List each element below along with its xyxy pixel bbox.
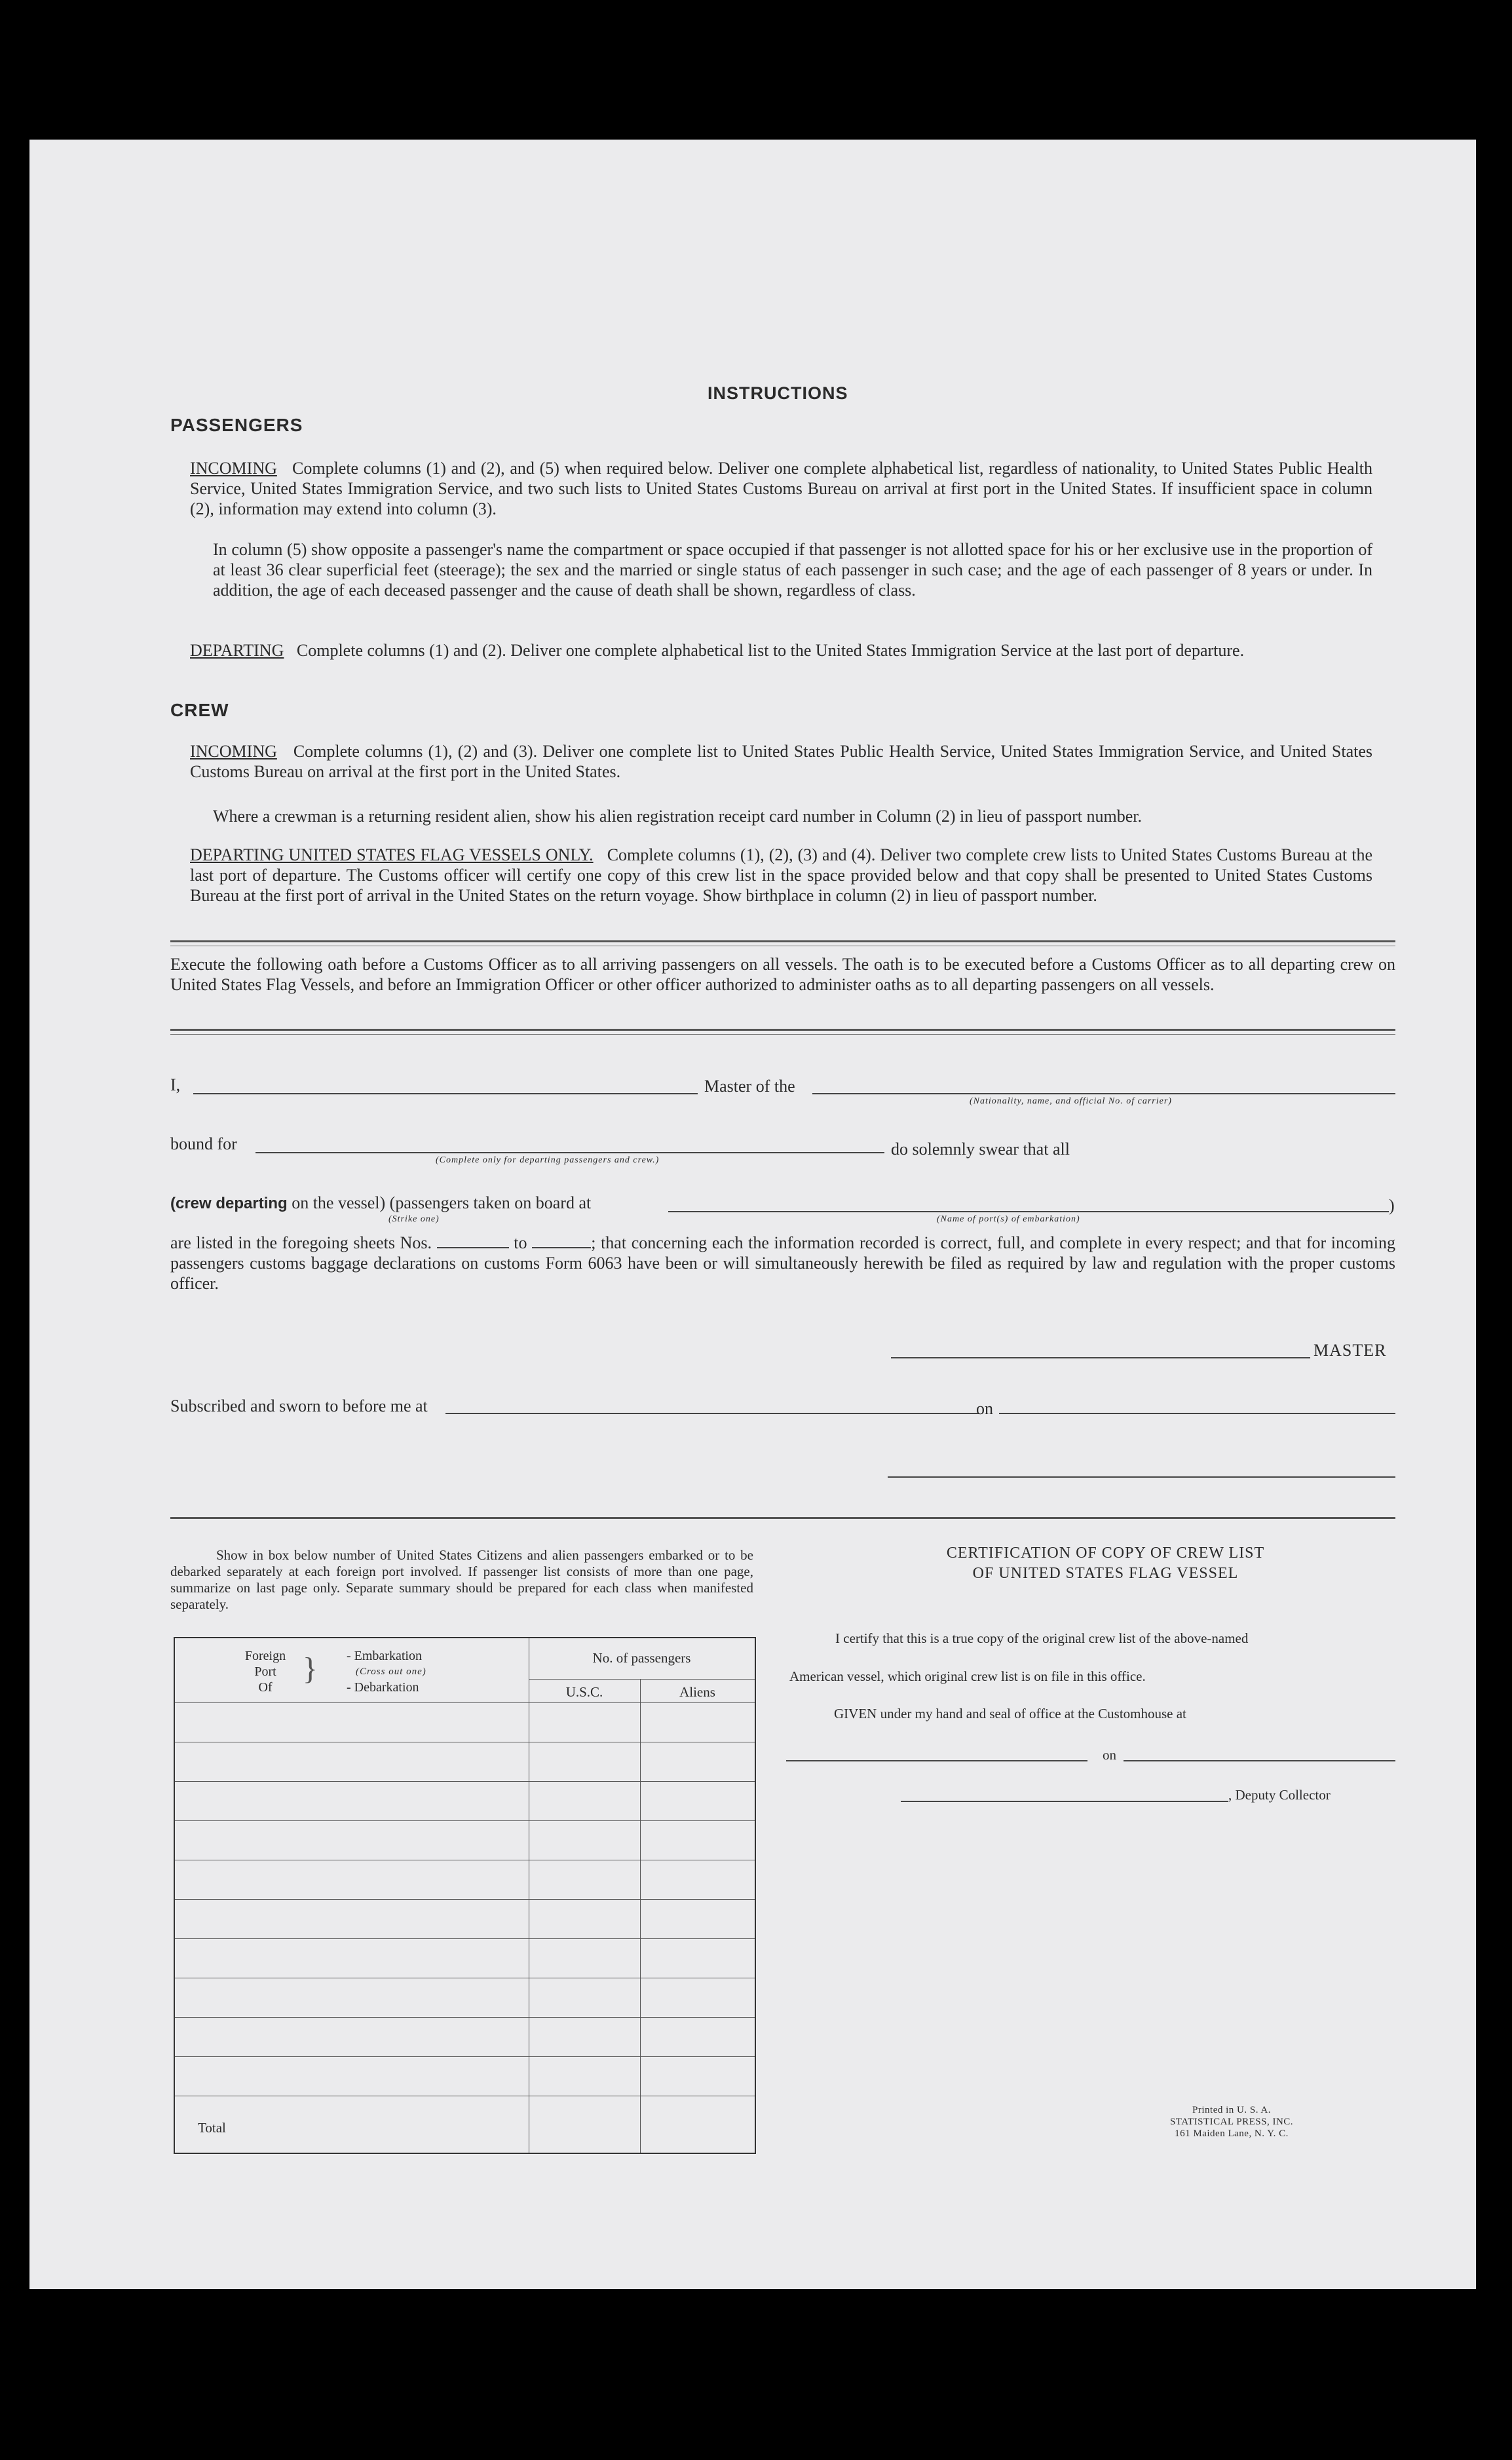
passengers-incoming-paragraph [190, 458, 1372, 519]
cross-out-text: (Cross out one) [356, 1666, 426, 1677]
crew-crewman-paragraph: Where a crewman is a returning resident alien, show his alien registration receipt card number in Column (2) in lieu of passport number. [213, 807, 1143, 826]
deputy-label: , Deputy Collector [1228, 1787, 1331, 1803]
embarkation-text: - Embarkation [347, 1649, 422, 1663]
embarkation-options [347, 1648, 426, 1695]
passengers-heading: PASSENGERS [170, 415, 303, 435]
to-word: to [514, 1233, 527, 1252]
bound-for-line[interactable] [255, 1152, 884, 1153]
divider [170, 1034, 1395, 1035]
no-passengers-header: No. of passengers [592, 1650, 691, 1666]
certification-title-line2: OF UNITED STATES FLAG VESSEL [972, 1565, 1239, 1582]
certification-title [816, 1543, 1395, 1584]
table-row[interactable] [175, 1820, 755, 1821]
sheet-to-line[interactable] [532, 1234, 591, 1248]
master-of-label: Master of the [704, 1077, 795, 1096]
sworn-place-line[interactable] [445, 1413, 979, 1414]
divider [170, 1029, 1395, 1031]
passengers-incoming-text: Complete columns (1) and (2), and (5) when required below. Deliver one complete alphabetical list, regardless of nationality, to United States Public Health Service, United States Immigration Service, and two such lists to United States Customs Bureau on arrival at first port in the United States. If insufficient space in column (2), information may extend into column (3). [190, 459, 1373, 518]
passenger-summary-table [174, 1637, 756, 2154]
crew-heading: CREW [170, 700, 229, 720]
close-paren: ) [1389, 1196, 1395, 1215]
port-text: Port [254, 1664, 276, 1679]
listed-suffix: ; that concerning each the information recorded is correct, full, and complete in every respect; and that for incoming passengers customs baggage declarations on customs Form 6063 have been or will simultaneously herewith be filed as required by law and regulation with the proper customs officer. [170, 1233, 1395, 1293]
passengers-departing-text: Complete columns (1) and (2). Deliver one complete alphabetical list to the United States Immigration Service at the last port of departure. [296, 641, 1245, 660]
passengers-departing-paragraph [190, 640, 1372, 661]
table-header-divider [529, 1679, 755, 1680]
bound-for-caption: (Complete only for departing passengers and crew.) [436, 1155, 660, 1165]
table-column-divider [640, 1679, 641, 2153]
embarkation-port-line[interactable] [668, 1211, 1389, 1212]
carrier-line[interactable] [812, 1093, 1395, 1094]
passengers-column5-paragraph: In column (5) show opposite a passenger's name the compartment or space occupied if that passenger is not allotted space for his or her exclusive use in the proportion of at least 36 clear superficial feet (steerage); the sex and the married or single status of each passenger in such case; and the age of each passenger of 8 years or under. In addition, the age of each deceased passenger and the cause of death shall be shown, regardless of class. [213, 540, 1372, 600]
divider [170, 1517, 1395, 1519]
crew-departing-text: Complete columns (1), (2), (3) and (4). Deliver two complete crew lists to United States Customs Bureau at the last port of departure. The Customs officer will certify one copy of this crew list in the space provided below and that copy shall be presented to United States Customs Bureau at the first port of arrival in the United States on the return voyage. Show birthplace in column (2) in lieu of passport number. [190, 845, 1373, 905]
printer-line2: STATISTICAL PRESS, INC. [1169, 2117, 1294, 2127]
passengers-incoming-label: INCOMING [190, 459, 277, 478]
crew-incoming-text: Complete columns (1), (2) and (3). Deliver one complete list to United States Public Health Service, United States Immigration Service, and United States Customs Bureau on arrival at the first port in the United States. [190, 742, 1372, 781]
master-name-line[interactable] [193, 1093, 698, 1094]
brace-icon: } [303, 1651, 318, 1686]
certification-on-label: on [1103, 1747, 1116, 1763]
given-text: GIVEN under my hand and seal of office at the Customhouse at [834, 1706, 1186, 1721]
sworn-date-line[interactable] [999, 1413, 1395, 1414]
table-row[interactable] [175, 2056, 755, 2057]
deputy-signature-line[interactable] [901, 1801, 1228, 1802]
sheet-from-line[interactable] [437, 1234, 509, 1248]
foreign-port-of-label [233, 1648, 298, 1695]
crew-departing-option[interactable] [170, 1193, 591, 1213]
swear-text: do solemnly swear that all [891, 1140, 1070, 1159]
crew-incoming-paragraph [190, 741, 1372, 782]
table-row[interactable] [175, 1899, 755, 1900]
crew-departing-paragraph [190, 845, 1372, 906]
crew-departing-text: (crew departing [170, 1195, 288, 1212]
of-text: Of [258, 1680, 273, 1695]
officer-signature-line[interactable] [888, 1476, 1395, 1478]
passengers-departing-label: DEPARTING [190, 641, 284, 660]
debarkation-text: - Debarkation [347, 1680, 419, 1695]
crew-incoming-label: INCOMING [190, 742, 277, 761]
nationality-caption: (Nationality, name, and official No. of carrier) [970, 1096, 1172, 1106]
listed-paragraph [170, 1233, 1395, 1294]
master-signature-line[interactable] [891, 1357, 1310, 1358]
certify-line1: I certify that this is a true copy of the original crew list of the above-named [835, 1630, 1249, 1646]
strike-caption: (Strike one) [388, 1214, 440, 1224]
oath-intro: Execute the following oath before a Customs Officer as to all arriving passengers on all vessels. The oath is to be executed before a Customs Officer as to all departing crew on United States Flag Vessels, and before an Immigration Officer or other officer authorized to administer oaths as to all departing passengers on all vessels. [170, 955, 1395, 994]
aliens-header: Aliens [679, 1684, 715, 1700]
port-caption: (Name of port(s) of embarkation) [937, 1214, 1080, 1224]
master-label: MASTER [1314, 1341, 1387, 1360]
oath-i-label: I, [170, 1075, 181, 1094]
summary-instruction: Show in box below number of United States Citizens and alien passengers embarked or to be debarked separately at each foreign port involved. If passenger list consists of more than one page, summarize on last page only. Separate summary should be prepared for each class when manifested separately. [170, 1547, 753, 1612]
table-row[interactable] [175, 1781, 755, 1782]
table-row[interactable] [175, 1938, 755, 1939]
customhouse-line[interactable] [786, 1760, 1087, 1761]
usc-header: U.S.C. [565, 1684, 603, 1700]
printer-line1: Printed in U. S. A. [1192, 2105, 1271, 2115]
form-page [29, 140, 1476, 2289]
sworn-on-label: on [976, 1399, 993, 1418]
passengers-taken-text: (passengers taken on board at [389, 1193, 592, 1212]
subscribed-label: Subscribed and sworn to before me at [170, 1396, 428, 1415]
certify-line2: American vessel, which original crew list is on file in this office. [789, 1668, 1146, 1684]
foreign-text: Foreign [244, 1649, 286, 1663]
table-row[interactable] [175, 2017, 755, 2018]
total-label: Total [198, 2120, 226, 2136]
certification-title-line1: CERTIFICATION OF COPY OF CREW LIST [946, 1545, 1265, 1562]
listed-prefix: are listed in the foregoing sheets Nos. [170, 1233, 432, 1252]
bound-for-label: bound for [170, 1134, 237, 1153]
printer-imprint [1143, 2104, 1320, 2140]
printer-line3: 161 Maiden Lane, N. Y. C. [1175, 2128, 1289, 2139]
on-vessel-text: on the vessel) [292, 1193, 386, 1212]
divider [170, 940, 1395, 942]
instructions-title: INSTRUCTIONS [708, 383, 848, 403]
certification-date-line[interactable] [1124, 1760, 1395, 1761]
crew-departing-label: DEPARTING UNITED STATES FLAG VESSELS ONLY. [190, 845, 594, 864]
table-header-bottom [175, 1702, 755, 1703]
